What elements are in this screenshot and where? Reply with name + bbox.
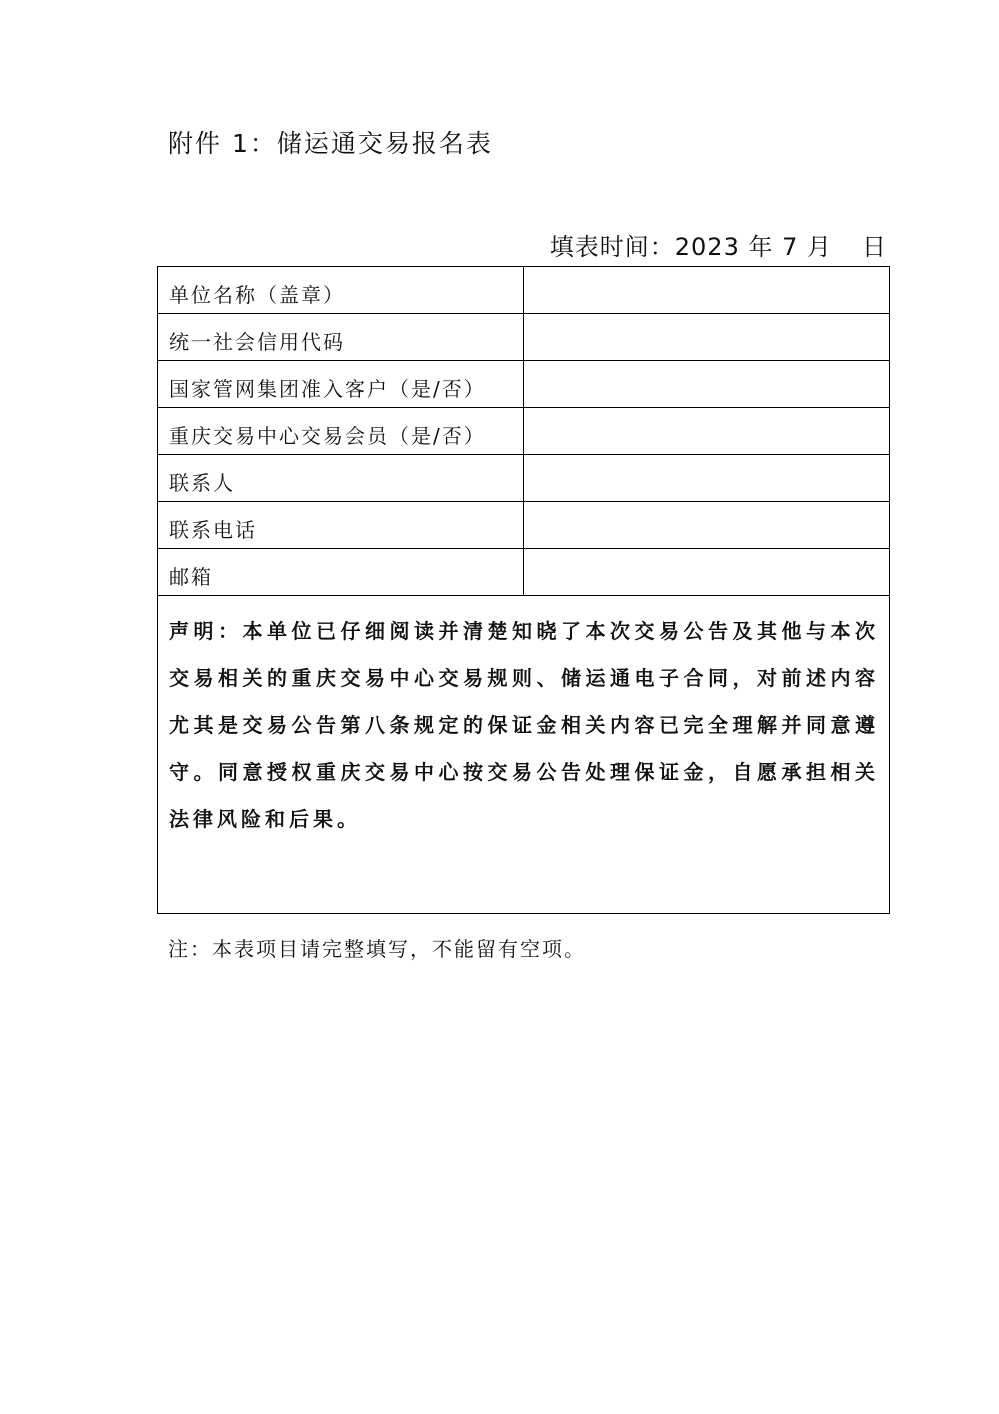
contact-person-label: 联系人 xyxy=(158,455,524,502)
declaration-row xyxy=(158,596,890,914)
credit-code-label: 统一社会信用代码 xyxy=(158,314,524,361)
exchange-member-label: 重庆交易中心交易会员（是/否） xyxy=(158,408,524,455)
page-title: 附件 1：储运通交易报名表 xyxy=(168,129,493,158)
footnote: 注：本表项目请完整填写，不能留有空项。 xyxy=(168,937,586,961)
table-row xyxy=(158,455,890,502)
contact-phone-field[interactable] xyxy=(524,502,890,549)
email-field[interactable] xyxy=(524,549,890,596)
email-label: 邮箱 xyxy=(158,549,524,596)
table-row xyxy=(158,361,890,408)
pipe-network-client-label: 国家管网集团准入客户（是/否） xyxy=(158,361,524,408)
registration-table xyxy=(157,266,890,914)
exchange-member-field[interactable] xyxy=(524,408,890,455)
fill-date xyxy=(550,229,887,265)
table-row xyxy=(158,502,890,549)
table-row xyxy=(158,549,890,596)
contact-phone-label: 联系电话 xyxy=(158,502,524,549)
pipe-network-client-field[interactable] xyxy=(524,361,890,408)
table-row xyxy=(158,267,890,314)
company-name-label: 单位名称（盖章） xyxy=(158,267,524,314)
credit-code-field[interactable] xyxy=(524,314,890,361)
fill-date-prefix: 填表时间：2023 年 7 月 xyxy=(549,233,832,261)
fill-date-day-suffix: 日 xyxy=(862,233,887,261)
declaration-text: 声明：本单位已仔细阅读并清楚知晓了本次交易公告及其他与本次交易相关的重庆交易中心交易规则、储运通电子合同，对前述内容尤其是交易公告第八条规定的保证金相关内容已完全理解并同意遵守。同意授权重庆交易中心按交易公告处理保证金，自愿承担相关法律风险和后果。 xyxy=(158,596,890,914)
company-name-field[interactable] xyxy=(524,267,890,314)
table-row xyxy=(158,408,890,455)
contact-person-field[interactable] xyxy=(524,455,890,502)
table-row xyxy=(158,314,890,361)
